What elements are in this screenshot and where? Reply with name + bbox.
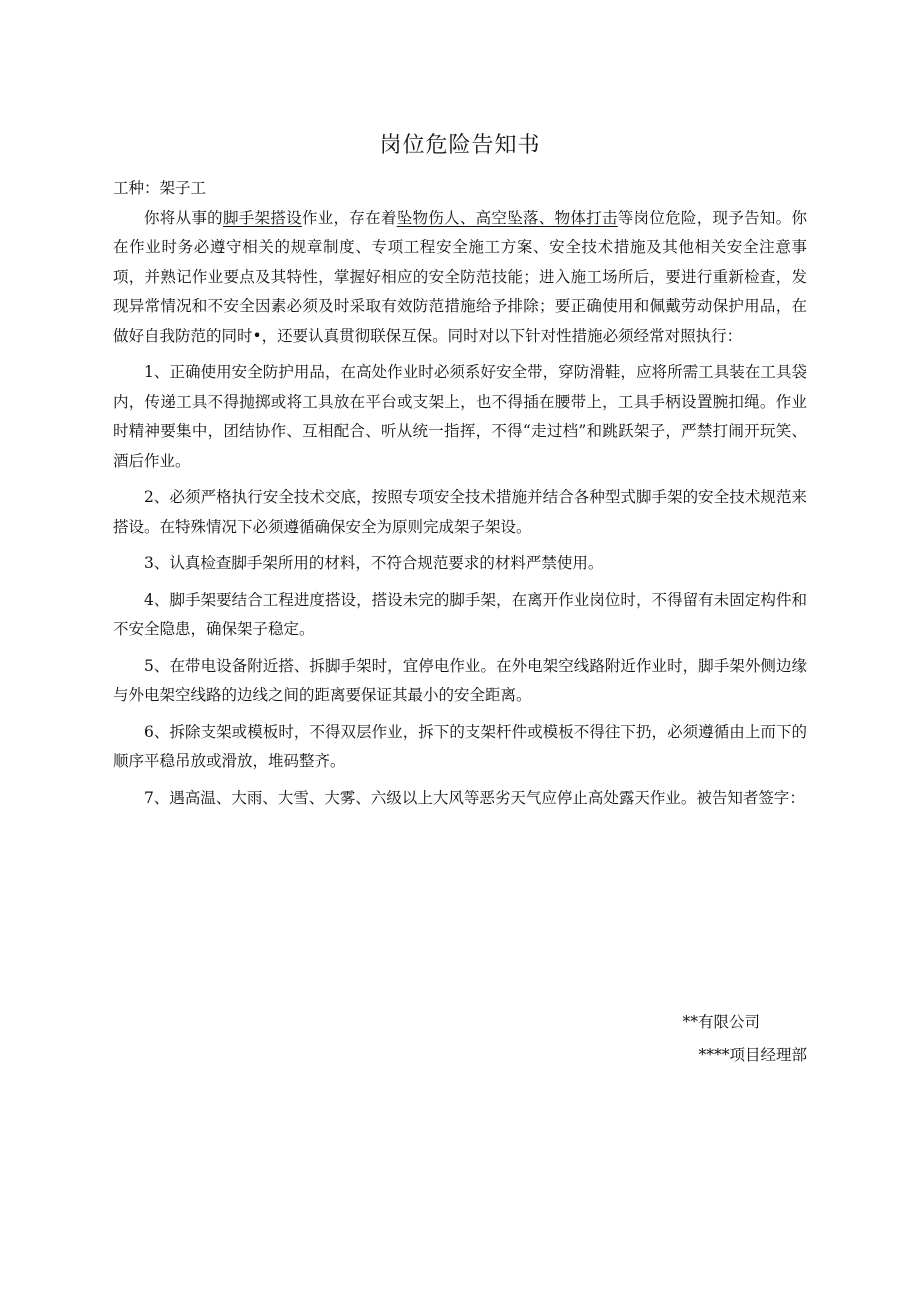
- intro-paragraph: [113, 204, 807, 352]
- intro-part2: 作业，存在着: [301, 208, 397, 227]
- item-7: 7、遇高温、大雨、大雪、大雾、六级以上大风等恶劣天气应停止高处露天作业。被告知者签字：: [144, 788, 805, 807]
- intro-part1: 你将从事的: [144, 208, 223, 227]
- item-6: 6、拆除支架或模板时，不得双层作业，拆下的支架杆件或模板不得往下扔，必须遵循由上而下的顺序平稳吊放或滑放，堆码整齐。: [113, 722, 807, 770]
- document-title: 岗位危险告知书: [379, 133, 541, 158]
- item-4: 4、脚手架要结合工程进度搭设，搭设未完的脚手架，在离开作业岗位时，不得留有未固定构件和不安全隐患，确保架子稳定。: [113, 590, 807, 638]
- work-type-line: [113, 174, 807, 204]
- signature-department: ****项目经理部: [698, 1046, 807, 1064]
- item-5: 5、在带电设备附近搭、拆脚手架时，宜停电作业。在外电架空线路附近作业时，脚手架外侧边缘与外电架空线路的边线之间的距离要保证其最小的安全距离。: [113, 656, 807, 704]
- intro-part3: 等岗位危险，现予告知。你在作业时务必遵守相关的规章制度、专项工程安全施工方案、安全技术措施及其他相关安全注意事项，并熟记作业要点及其特性，掌握好相应的安全防范技能；进入施工场所后，要进行重新检查，发现异常情况和不安全因素必须及时采取有效防范措施给予排除；要正确使用和佩戴劳动保护用品，在做好自我防范的同时•，还要认真贯彻联保互保。同时对以下针对性措施必须经常对照执行：: [113, 208, 807, 345]
- item-2: 2、必须严格执行安全技术交底，按照专项安全技术措施并结合各种型式脚手架的安全技术规范来搭设。在特殊情况下必须遵循确保安全为原则完成架子架设。: [113, 488, 807, 536]
- item-1: 1、正确使用安全防护用品，在高处作业时必须系好安全带，穿防滑鞋，应将所需工具装在工具袋内，传递工具不得抛掷或将工具放在平台或支架上，也不得插在腰带上，工具手柄设置腕扣绳。作业时精神要集中，团结协作、互相配合、听从统一指挥，不得“走过档”和跳跃架子，严禁打闹开玩笑、酒后作业。: [113, 363, 807, 470]
- item-3: 3、认真检查脚手架所用的材料，不符合规范要求的材料严禁使用。: [144, 554, 604, 572]
- work-type-label: 工种：: [113, 179, 160, 197]
- hazard-list: 坠物伤人、高空坠落、物体打击: [396, 208, 618, 227]
- work-type-value: 架子工: [159, 179, 207, 197]
- job-name: 脚手架搭设: [222, 208, 302, 227]
- signature-company: **有限公司: [682, 1013, 760, 1031]
- document-body: [113, 174, 807, 813]
